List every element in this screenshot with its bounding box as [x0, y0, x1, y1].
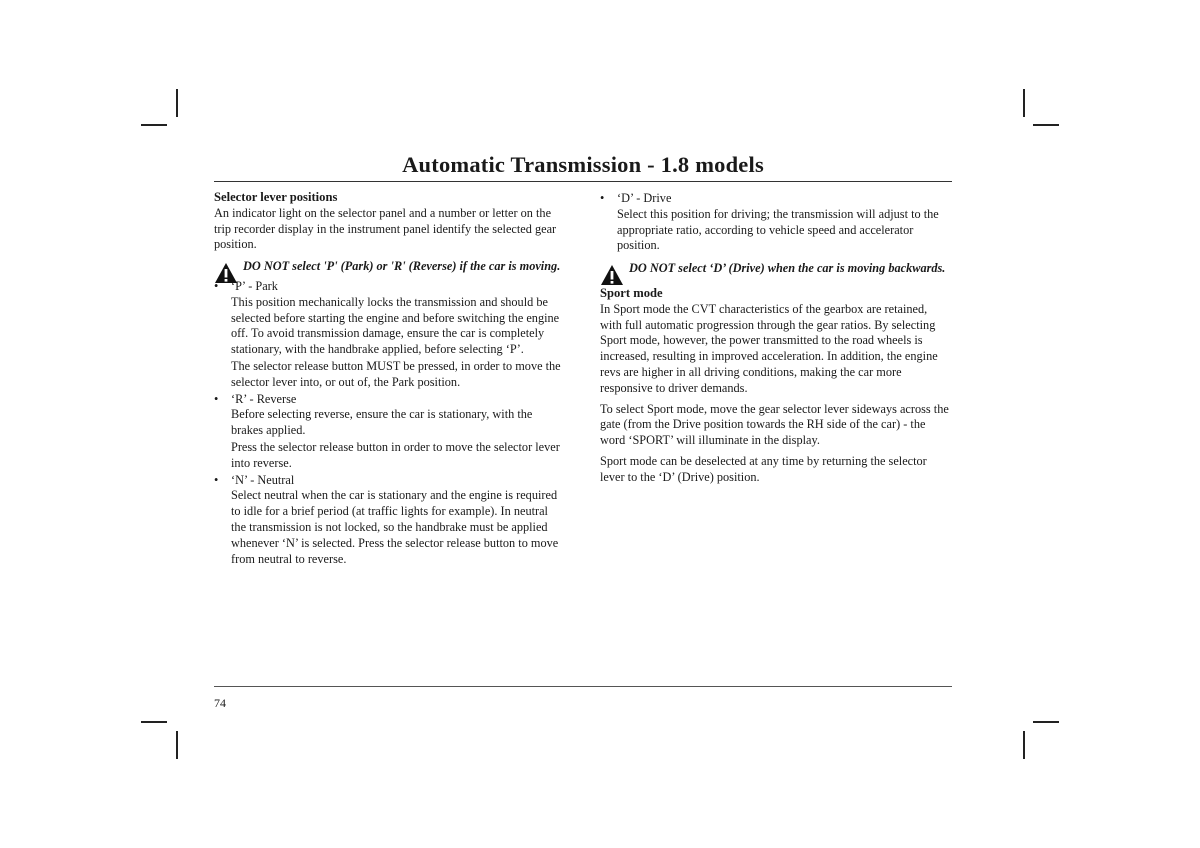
- intro-paragraph: An indicator light on the selector panel and a number or letter on the trip recorder display in the instrument panel identify the selected gear position.: [214, 205, 557, 252]
- list-item-neutral: [214, 473, 566, 489]
- crop-mark: [1033, 124, 1059, 126]
- list-item-reverse: [214, 392, 566, 408]
- bullet-label: ‘N’ - Neutral: [231, 472, 295, 487]
- bullet-body-drive: [600, 207, 952, 254]
- crop-mark: [176, 731, 178, 759]
- bullet-paragraph: This position mechanically locks the transmission and should be selected before starting the engine and before switching the engine off. To avoid transmission damage, ensure the car is completely stationary, with the handbrake applied, before selecting ‘P’.: [231, 294, 560, 357]
- bullet-label: ‘P’ - Park: [231, 278, 278, 293]
- section-heading-selector-positions: Selector lever positions: [214, 190, 338, 204]
- warning-note: [214, 259, 566, 275]
- bullet-label: ‘R’ - Reverse: [231, 391, 297, 406]
- bullet-paragraph: Before selecting reverse, ensure the car is stationary, with the brakes applied.: [231, 407, 533, 438]
- list-item-park: [214, 279, 566, 295]
- footer-divider: [214, 686, 952, 687]
- bullet-body-park: [214, 295, 566, 391]
- crop-mark: [141, 124, 167, 126]
- bullet-body-neutral: [214, 488, 566, 567]
- page-title: Automatic Transmission - 1.8 models: [402, 152, 764, 177]
- bullet-icon: •: [214, 278, 219, 293]
- title-divider: [214, 181, 952, 182]
- sport-paragraph: Sport mode can be deselected at any time by returning the selector lever to the ‘D’ (Drive) position.: [600, 453, 927, 484]
- list-item-drive: [600, 191, 952, 207]
- bullet-icon: •: [600, 191, 605, 205]
- left-column: [214, 190, 566, 568]
- crop-mark: [176, 89, 178, 117]
- warning-text: DO NOT select 'P' (Park) or 'R' (Reverse) if the car is moving.: [243, 259, 561, 274]
- bullet-label: ‘D’ - Drive: [617, 191, 672, 205]
- sport-paragraph: To select Sport mode, move the gear selector lever sideways across the gate (from the Drive position towards the RH side of the car) - the word ‘SPORT’ will illuminate in the display.: [600, 401, 949, 448]
- bullet-body-reverse: [214, 407, 566, 471]
- page-number: 74: [214, 696, 226, 710]
- crop-mark: [141, 721, 167, 723]
- warning-text: DO NOT select ‘D’ (Drive) when the car is moving backwards.: [629, 261, 946, 276]
- crop-mark: [1023, 89, 1025, 117]
- crop-mark: [1033, 721, 1059, 723]
- sport-paragraph: In Sport mode the CVT characteristics of the gearbox are retained, with full automatic progression through the gear ratios. By selecting Sport mode, however, the power transmitted to the road wheels is increased, resulting in improved acceleration. In addition, the engine revs are higher in all driving conditions, making the car more responsive to driver demands.: [600, 301, 938, 395]
- bullet-icon: •: [214, 472, 219, 487]
- bullet-paragraph: The selector release button MUST be pressed, in order to move the selector lever into, or out of, the Park position.: [231, 358, 561, 389]
- bullet-icon: •: [214, 391, 219, 406]
- right-column: [600, 190, 952, 491]
- warning-icon: [600, 264, 624, 286]
- bullet-paragraph: Press the selector release button in order to move the selector lever into reverse.: [231, 439, 560, 470]
- section-heading-sport-mode: Sport mode: [600, 285, 663, 300]
- bullet-paragraph: Select this position for driving; the transmission will adjust to the appropriate ratio, according to vehicle speed and accelerator position.: [617, 206, 939, 253]
- bullet-paragraph: Select neutral when the car is stationary and the engine is required to idle for a brief period (at traffic lights for example). In neutral the transmission is not locked, so the handbrake must be applied whenever ‘N’ is selected. Press the selector release button to move from neutral to reverse.: [231, 488, 559, 566]
- warning-note: [600, 261, 952, 277]
- crop-mark: [1023, 731, 1025, 759]
